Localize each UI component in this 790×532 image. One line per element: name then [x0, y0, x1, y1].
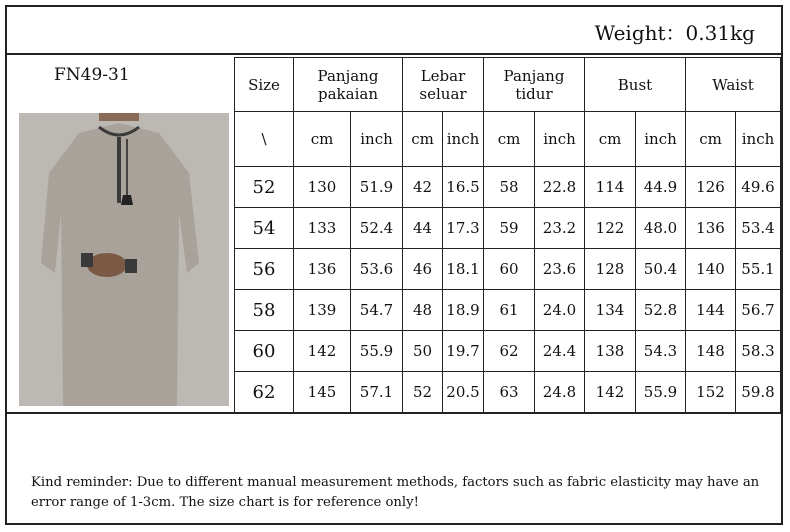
table-cell: 24.8: [535, 372, 585, 413]
table-cell: 57.1: [351, 372, 403, 413]
size-cell: 56: [235, 249, 294, 290]
group-header: Panjang pakaian: [294, 58, 403, 112]
group-header: Panjang tidur: [484, 58, 585, 112]
table-cell: 18.1: [443, 249, 484, 290]
table-cell: 42: [403, 167, 443, 208]
table-cell: 53.4: [736, 208, 781, 249]
table-cell: 24.0: [535, 290, 585, 331]
table-cell: 148: [686, 331, 736, 372]
group-header: Waist: [686, 58, 781, 112]
table-cell: 58: [484, 167, 535, 208]
table-cell: 130: [294, 167, 351, 208]
size-cell: 60: [235, 331, 294, 372]
unit-cell: cm: [585, 112, 636, 167]
group-header: Lebar seluar: [403, 58, 484, 112]
table-cell: 122: [585, 208, 636, 249]
table-cell: 23.2: [535, 208, 585, 249]
group-header: Bust: [585, 58, 686, 112]
table-row: [235, 208, 781, 249]
table-cell: 136: [294, 249, 351, 290]
table-cell: 114: [585, 167, 636, 208]
table-cell: 152: [686, 372, 736, 413]
table-cell: 142: [585, 372, 636, 413]
table-cell: 134: [585, 290, 636, 331]
unit-cell: inch: [736, 112, 781, 167]
size-cell: 58: [235, 290, 294, 331]
product-photo: [19, 113, 229, 406]
reminder-text: Kind reminder: Due to different manual measurement methods, factors such as fabric elasticity may have an error range of 1-3cm. The size chart is for reference only!: [31, 475, 760, 510]
table-cell: 53.6: [351, 249, 403, 290]
table-cell: 24.4: [535, 331, 585, 372]
size-cell: 52: [235, 167, 294, 208]
unit-cell: cm: [403, 112, 443, 167]
unit-cell: inch: [351, 112, 403, 167]
unit-cell: cm: [686, 112, 736, 167]
size-header: Size: [235, 58, 294, 112]
unit-cell: inch: [443, 112, 484, 167]
table-cell: 22.8: [535, 167, 585, 208]
table-cell: 19.7: [443, 331, 484, 372]
unit-cell: \: [235, 112, 294, 167]
size-table: [234, 57, 781, 413]
table-cell: 17.3: [443, 208, 484, 249]
table-row: [235, 167, 781, 208]
table-cell: 140: [686, 249, 736, 290]
size-chart-sheet: [5, 5, 783, 525]
table-cell: 128: [585, 249, 636, 290]
header-row: [235, 58, 781, 112]
table-cell: 44: [403, 208, 443, 249]
table-cell: 50: [403, 331, 443, 372]
product-code: FN49-31: [54, 65, 130, 85]
table-cell: 18.9: [443, 290, 484, 331]
table-cell: 55.9: [636, 372, 686, 413]
unit-cell: inch: [535, 112, 585, 167]
table-cell: 16.5: [443, 167, 484, 208]
table-row: [235, 249, 781, 290]
table-cell: 126: [686, 167, 736, 208]
table-cell: 63: [484, 372, 535, 413]
table-cell: 54.7: [351, 290, 403, 331]
table-cell: 61: [484, 290, 535, 331]
table-cell: 145: [294, 372, 351, 413]
table-cell: 142: [294, 331, 351, 372]
table-cell: 48.0: [636, 208, 686, 249]
table-row: [235, 290, 781, 331]
table-row: [235, 372, 781, 413]
table-cell: 48: [403, 290, 443, 331]
table-cell: 44.9: [636, 167, 686, 208]
robe-model-image: [19, 113, 229, 406]
table-cell: 133: [294, 208, 351, 249]
table-cell: 139: [294, 290, 351, 331]
table-cell: 59.8: [736, 372, 781, 413]
table-cell: 50.4: [636, 249, 686, 290]
table-cell: 49.6: [736, 167, 781, 208]
unit-cell: inch: [636, 112, 686, 167]
unit-row: [235, 112, 781, 167]
table-cell: 138: [585, 331, 636, 372]
weight-label: Weight：0.31kg: [594, 21, 755, 45]
table-cell: 60: [484, 249, 535, 290]
section-divider: [7, 412, 781, 414]
table-cell: 51.9: [351, 167, 403, 208]
table-cell: 59: [484, 208, 535, 249]
unit-cell: cm: [484, 112, 535, 167]
unit-cell: cm: [294, 112, 351, 167]
table-cell: 56.7: [736, 290, 781, 331]
table-cell: 55.9: [351, 331, 403, 372]
table-cell: 55.1: [736, 249, 781, 290]
table-cell: 54.3: [636, 331, 686, 372]
table-cell: 23.6: [535, 249, 585, 290]
table-cell: 52: [403, 372, 443, 413]
size-cell: 54: [235, 208, 294, 249]
table-cell: 144: [686, 290, 736, 331]
table-cell: 58.3: [736, 331, 781, 372]
table-cell: 20.5: [443, 372, 484, 413]
table-cell: 46: [403, 249, 443, 290]
size-cell: 62: [235, 372, 294, 413]
table-cell: 136: [686, 208, 736, 249]
table-cell: 52.8: [636, 290, 686, 331]
weight-row: [7, 7, 781, 55]
table-cell: 62: [484, 331, 535, 372]
table-row: [235, 331, 781, 372]
table-cell: 52.4: [351, 208, 403, 249]
